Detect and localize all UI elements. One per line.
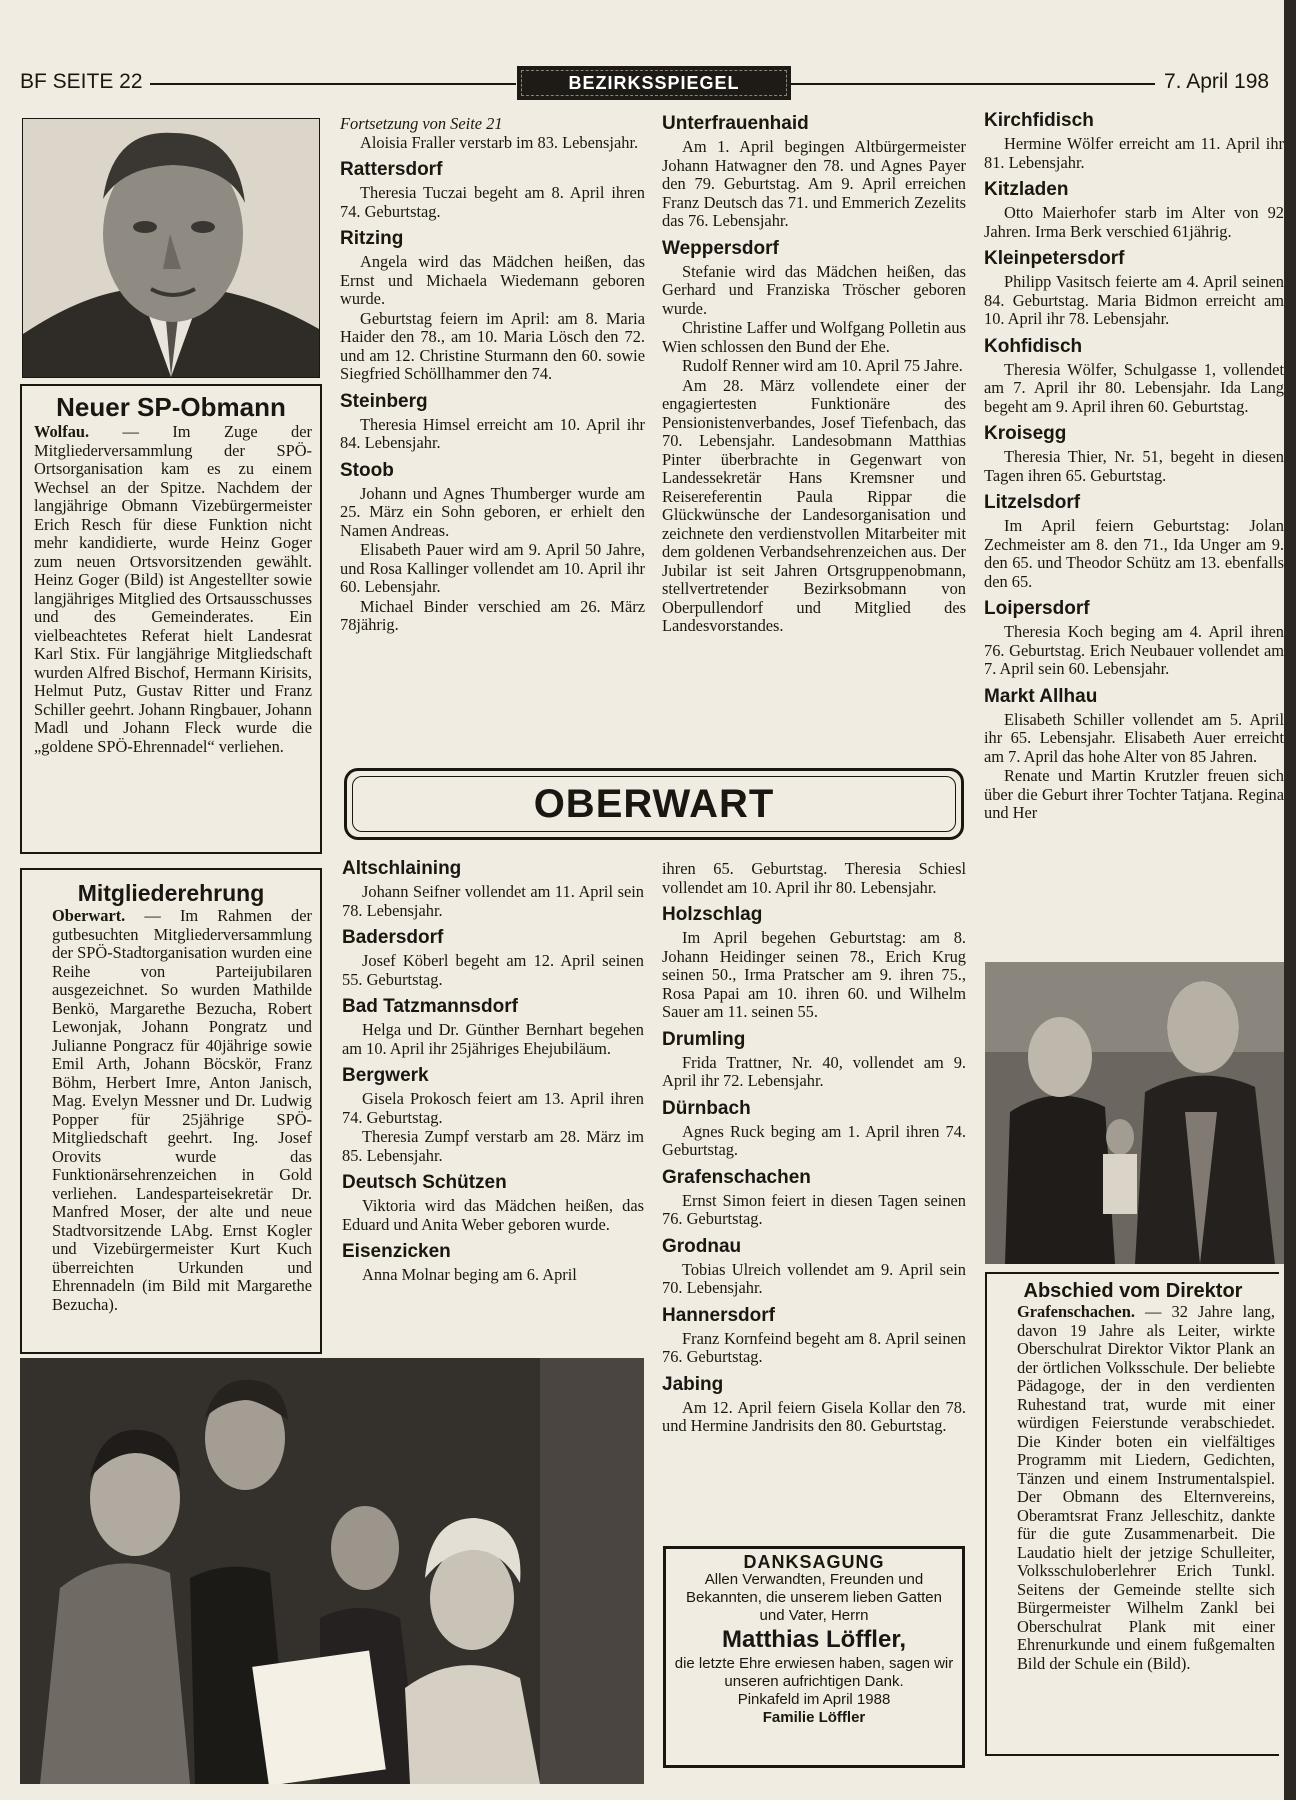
article-dateline: Wolfau. — [34, 422, 90, 441]
group-photo — [20, 1358, 644, 1784]
town-heading-jabing: Jabing — [662, 1373, 724, 1395]
paragraph: Elisabeth Pauer wird am 9. April 50 Jahre, und Rosa Kallinger vollendet am 10. April ihr 60. Lebensjahr. — [340, 540, 645, 596]
column-2 — [340, 115, 645, 636]
paragraph: Theresia Wölfer, Schulgasse 1, vollendet am 7. April ihr 80. Lebensjahr. Ida Lang begeht am 9. April ihren 60. Geburtstag. — [984, 359, 1284, 416]
notice-place: Pinkafeld im April 1988 — [737, 1691, 891, 1708]
paragraph: Im April begehen Geburtstag: am 8. Johann Heidinger seinen 78., Erich Krug seinen 50., Irma Pratscher am 9. ihren 75., Rosa Papai am 10. ihren 60. und Wilhelm Sauer am 11. seinen 55. — [662, 928, 966, 1021]
article-mitgliederehrung — [20, 868, 322, 1354]
paragraph: Hermine Wölfer erreicht am 11. April ihr 81. Lebensjahr. — [984, 134, 1284, 172]
town-heading-litzelsdorf: Litzelsdorf — [984, 492, 1081, 513]
town-heading-bergwerk: Bergwerk — [342, 1065, 429, 1086]
paragraph: Frida Trattner, Nr. 40, vollendet am 9. April ihr 72. Lebensjahr. — [662, 1052, 966, 1090]
paragraph: Angela wird das Mädchen heißen, das Ernst und Michaela Wiedemann geboren wurde. — [340, 252, 645, 308]
town-heading-bad-tatzmannsdorf: Bad Tatzmannsdorf — [342, 996, 518, 1017]
notice-line1: Allen Verwandten, Freunden und Bekannten, die unserem lieben Gatten und Vater, Herrn — [685, 1571, 942, 1624]
article-abschied — [985, 1272, 1279, 1756]
town-heading-grafenschachen: Grafenschachen — [662, 1166, 811, 1188]
paragraph: Im April feiern Geburtstag: Jolan Zechmeister am 8. den 71., Ida Unger am 9. den 65. und Theodor Schütz am 13. ebenfalls den 65. — [984, 516, 1284, 591]
paragraph: ihren 65. Geburtstag. Theresia Schiesl vollendet am 10. April ihr 80. Lebensjahr. — [662, 859, 966, 897]
group-illustration — [20, 1358, 644, 1784]
article-text: — 32 Jahre lang, davon 19 Jahre als Leiter, wirkte Oberschulrat Direktor Viktor Plank an der örtlichen Volksschule. Der beliebte Pädagoge, der in den verdienten Ruhestand trat, wurde mit einer würdigen Feierstunde verabschiedet. Die Kinder boten ein vielfältiges Programm mit Liedern, Gedichten, Tänzen und einem Instrumentalspiel. Der Obmann des Elternvereins, Oberamtsrat Franz Jelleschitz, dankte für die gute Zusammenarbeit. Die Laudatio hielt der jetzige Schulleiter, Volksschuloberlehrer Erich Tunkl. Seitens der Gemeinde stellte sich Bürgermeister Wilhelm Zankl bei Oberschulrat Plank mit einer Ehrenurkunde und einem fußgemalten Bild der Schule ein (Bild). — [1017, 1302, 1275, 1673]
header-rule-left — [150, 83, 516, 85]
town-heading-badersdorf: Badersdorf — [342, 927, 444, 948]
town-heading-unterfrauenhaid: Unterfrauenhaid — [662, 113, 809, 134]
paragraph: Renate und Martin Krutzler freuen sich über die Geburt ihrer Tochter Tatjana. Regina und Her — [984, 766, 1284, 822]
column-6 — [662, 860, 966, 1437]
paragraph: Agnes Ruck beging am 1. April ihren 74. Geburtstag. — [662, 1121, 966, 1159]
column-5 — [342, 858, 644, 1286]
paragraph: Christine Laffer und Wolfgang Polletin aus Wien schlossen den Bund der Ehe. — [662, 318, 966, 356]
paragraph: Michael Binder verschied am 26. März 78jährig. — [340, 596, 645, 634]
paragraph: Johann Seifner vollendet am 11. April sein 78. Lebensjahr. — [342, 882, 644, 920]
article-headline: Mitgliederehrung — [77, 880, 265, 906]
paragraph: Aloisia Fraller verstarb im 83. Lebensjahr. — [360, 132, 639, 152]
paragraph: Otto Maierhofer starb im Alter von 92 Jahren. Irma Berk verschied 61jährig. — [984, 203, 1284, 241]
paragraph: Theresia Zumpf verstarb am 28. März im 85. Lebensjahr. — [342, 1127, 644, 1165]
paragraph: Theresia Thier, Nr. 51, begeht in diesen Tagen ihren 65. Geburtstag. — [984, 447, 1284, 485]
header-rule-right — [790, 83, 1155, 85]
scan-edge — [1284, 0, 1296, 1800]
paragraph: Geburtstag feiern im April: am 8. Maria Haider den 78., am 10. Maria Lösch den 72. und am 12. Christine Sturmann den 60. sowie Siegfried Schöllhammer den 74. — [340, 308, 645, 383]
paragraph: Helga und Dr. Günther Bernhart begehen am 10. April ihr 25jähriges Ehejubiläum. — [342, 1020, 644, 1058]
town-heading-hannersdorf: Hannersdorf — [662, 1304, 775, 1326]
notice-title: DANKSAGUNG — [743, 1552, 885, 1572]
paragraph: Am 1. April begingen Altbürgermeister Johann Hatwagner den 78. und Agnes Payer den 79. Geburtstag. Am 9. April erreichen Franz Deutsch das 71. und Emmerich Zezelits das 76. Lebensjahr. — [662, 137, 966, 230]
town-heading-kleinpetersdorf: Kleinpetersdorf — [984, 248, 1125, 269]
town-heading-altschlaining: Altschlaining — [342, 858, 462, 879]
town-heading-grodnau: Grodnau — [662, 1235, 742, 1257]
paragraph: Theresia Tuczai begeht am 8. April ihren 74. Geburtstag. — [340, 183, 645, 221]
town-heading-eisenzicken: Eisenzicken — [342, 1241, 451, 1262]
article-dateline: Grafenschachen. — [1017, 1302, 1135, 1321]
article-body — [22, 423, 320, 756]
paragraph: Gisela Prokosch feiert am 13. April ihren 74. Geburtstag. — [342, 1089, 644, 1127]
paragraph: Viktoria wird das Mädchen heißen, das Eduard und Anita Weber geboren wurde. — [342, 1196, 644, 1234]
paragraph: Am 12. April feiern Gisela Kollar den 78. und Hermine Jandrisits den 80. Geburtstag. — [662, 1397, 966, 1435]
town-heading-stoob: Stoob — [340, 459, 394, 481]
portrait-photo — [22, 118, 320, 378]
column-3 — [662, 113, 966, 637]
article-headline: Abschied vom Direktor — [1023, 1280, 1243, 1302]
town-heading-weppersdorf: Weppersdorf — [662, 237, 779, 259]
town-heading-kirchfidisch: Kirchfidisch — [984, 110, 1094, 131]
article-neuer-sp-obmann — [20, 384, 322, 854]
town-heading-kitzladen: Kitzladen — [984, 179, 1069, 200]
paragraph: Josef Köberl begeht am 12. April seinen 55. Geburtstag. — [342, 951, 644, 989]
article-body — [987, 1303, 1279, 1673]
paragraph: Elisabeth Schiller vollendet am 5. April ihr 65. Lebensjahr. Elisabeth Auer erreicht am 7. April das hohe Alter von 85 Jahren. — [984, 709, 1284, 766]
town-heading-duernbach: Dürnbach — [662, 1097, 751, 1119]
town-heading-steinberg: Steinberg — [340, 390, 428, 412]
article-text: — Im Zuge der Mitgliederversammlung der SPÖ-Ortsorganisation kam es zu einem Wechsel an der Spitze. Nachdem der langjährige Obmann Vizebürgermeister Erich Resch für diese Funktion nicht mehr kandidierte, wurde Heinz Goger zum neuen Ortsvorsitzenden gewählt. Heinz Goger (Bild) ist Angestellter sowie langjähriges Mitglied des Ortsausschusses und des Gemeinderates. Ein vielbeachtetes Referat hielt Landesrat Karl Stix. Für langjährige Mitgliedschaft wurden Alfred Bischof, Hermann Kirisits, Helmut Putz, Gustav Ritter und Franz Schiller geehrt. Johann Ringbauer, Johann Madl und Johann Fleck wurde die „goldene SPÖ-Ehrennadel“ verliehen. — [34, 422, 312, 756]
column-4 — [984, 110, 1284, 950]
town-heading-rattersdorf: Rattersdorf — [340, 159, 443, 180]
article-body — [22, 907, 320, 1314]
paragraph: Theresia Koch beging am 4. April ihren 76. Geburtstag. Erich Neubauer vollendet am 7. April sein 60. Lebensjahr. — [984, 622, 1284, 678]
town-heading-ritzing: Ritzing — [340, 228, 404, 249]
notice-line2: die letzte Ehre erwiesen haben, sagen wir unseren aufrichtigen Dank. — [674, 1655, 954, 1690]
portrait-illustration — [23, 119, 319, 377]
article-dateline: Oberwart. — [52, 906, 126, 925]
article-headline: Neuer SP-Obmann — [56, 392, 286, 422]
paragraph: Franz Kornfeind begeht am 8. April seinen 76. Geburtstag. — [662, 1328, 966, 1366]
town-heading-kohfidisch: Kohfidisch — [984, 335, 1083, 357]
director-photo — [985, 962, 1284, 1264]
paragraph: Anna Molnar beging am 6. April — [362, 1265, 577, 1284]
town-heading-loipersdorf: Loipersdorf — [984, 598, 1090, 619]
paragraph: Theresia Himsel erreicht am 10. April ihr 84. Lebensjahr. — [340, 414, 645, 452]
paragraph: Stefanie wird das Mädchen heißen, das Gerhard und Franziska Tröscher geboren wurde. — [662, 261, 966, 318]
notice-family: Familie Löffler — [762, 1709, 866, 1726]
issue-date: 7. April 198 — [1164, 70, 1270, 93]
paragraph: Ernst Simon feiert in diesen Tagen seinen 76. Geburtstag. — [662, 1190, 966, 1228]
article-text: — Im Rahmen der gutbesuchten Mitgliederversammlung der SPÖ-Stadtorganisation wurden eine Reihe von Parteijubilaren ausgezeichnet. So wurden Mathilde Benkö, Margarethe Bezucha, Robert Lewonjak, Johann Pongratz und Julianne Pongracz für 40jährige sowie Emil Arth, Johann Böcskör, Franz Böhm, Herbert Imre, Anton Janisch, Mag. Evelyn Messner und Dr. Ludwig Popper für 25jährige SPÖ-Mitgliedschaft geehrt. Ing. Josef Orovits wurde das Funktionärsehrenzeichen in Gold verliehen. Landesparteisekretär Dr. Manfred Moser, der alte und neue Stadtvorsitzende LAbg. Ernst Kogler und Vizebürgermeister Kurt Kuch überreichten Urkunden und Ehrennadeln (im Bild mit Margarethe Bezucha). — [52, 906, 312, 1314]
paragraph: Tobias Ulreich vollendet am 9. April sein 70. Lebensjahr. — [662, 1259, 966, 1297]
danksagung-notice — [663, 1546, 965, 1768]
town-heading-kroisegg: Kroisegg — [984, 423, 1067, 444]
paragraph: Rudolf Renner wird am 10. April 75 Jahre. — [682, 356, 963, 375]
director-illustration — [985, 962, 1284, 1264]
section-title: BEZIRKSSPIEGEL — [517, 66, 791, 100]
continuation-note: Fortsetzung von Seite 21 — [340, 114, 503, 133]
town-heading-holzschlag: Holzschlag — [662, 904, 763, 925]
town-heading-markt-allhau: Markt Allhau — [984, 685, 1098, 707]
town-heading-deutsch-schuetzen: Deutsch Schützen — [342, 1172, 507, 1193]
notice-name: Matthias Löffler, — [721, 1626, 907, 1653]
oberwart-banner: OBERWART — [344, 768, 964, 840]
page-number: BF SEITE 22 — [20, 70, 143, 93]
paragraph: Johann und Agnes Thumberger wurde am 25. März ein Sohn geboren, er erhielt den Namen Andreas. — [340, 483, 645, 540]
paragraph: Philipp Vasitsch feierte am 4. April seinen 84. Geburtstag. Maria Bidmon erreicht am 10. April ihr 78. Lebensjahr. — [984, 272, 1284, 328]
town-heading-drumling: Drumling — [662, 1028, 746, 1050]
paragraph: Am 28. März vollendete einer der engagiertesten Funktionäre des Pensionistenverbandes, Josef Tiefenbach, das 70. Lebensjahr. Landesobmann Matthias Pinter überbrachte in Gegenwart von Landessekretär Hans Kremsner und Reisereferentin Paula Rippar die Glückwünsche der Landesorganisation und zeichnete den verdienstvollen Mitarbeiter mit dem goldenen Verbandsehrenzeichen aus. Der Jubilar ist seit Jahren Ortsgruppenobmann, stellvertretender Bezirksobmann von Oberpullendorf und Mitglied des Landesvorstandes. — [662, 375, 966, 635]
